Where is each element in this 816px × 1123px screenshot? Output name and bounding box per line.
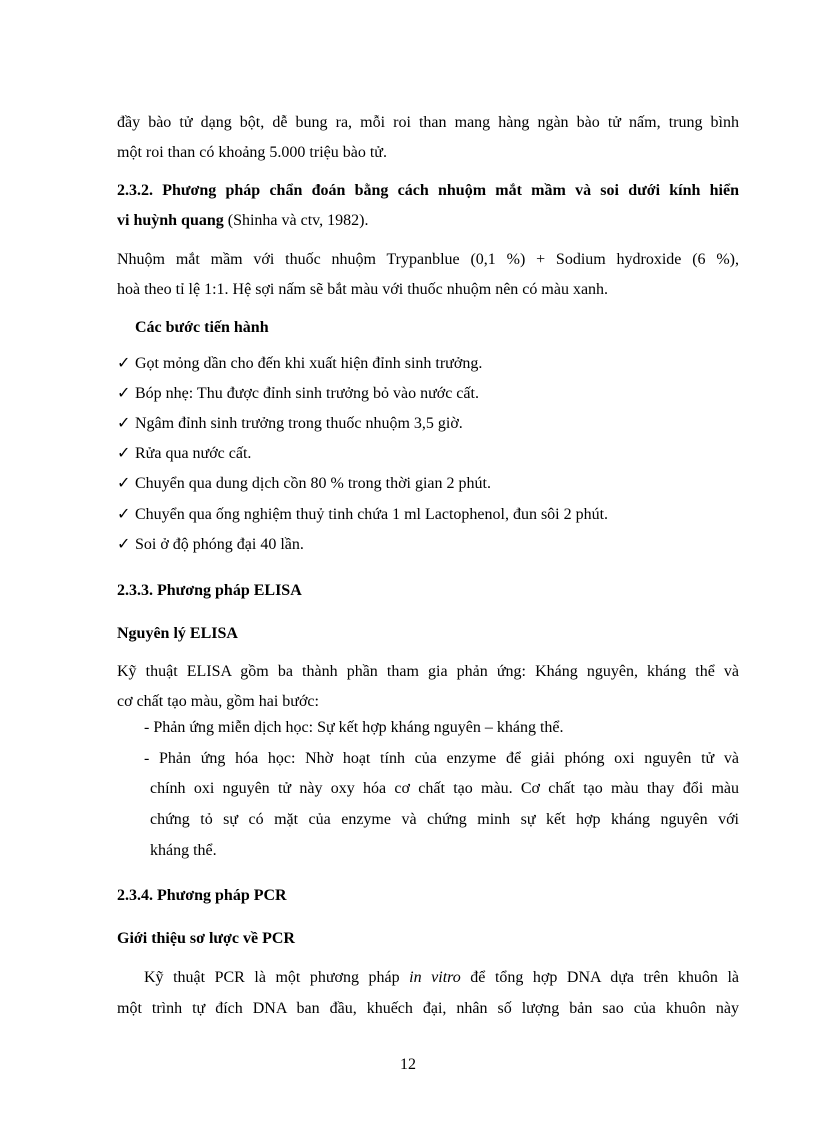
section-2-3-2-para-line-1: Nhuộm mắt mầm với thuốc nhuộm Trypanblue (0,1 %) + Sodium hydroxide (6 %), — [117, 251, 739, 268]
section-2-3-3-para-line-1: Kỹ thuật ELISA gồm ba thành phần tham gia phản ứng: Kháng nguyên, kháng thể và — [117, 663, 739, 680]
step-text: Chuyển qua ống nghiệm thuỷ tinh chứa 1 ml Lactophenol, đun sôi 2 phút. — [135, 506, 609, 523]
section-2-3-2-heading-line-2 — [117, 211, 368, 231]
step-item — [117, 444, 251, 464]
section-2-3-2-heading — [117, 181, 739, 201]
check-icon: ✓ — [117, 536, 131, 553]
section-2-3-2-heading-text: 2.3.2. Phương pháp chẩn đoán bằng cách nhuộm mắt mầm và soi dưới kính hiển — [117, 182, 739, 199]
section-2-3-4-subheading — [117, 929, 295, 949]
steps-title-text: Các bước tiến hành — [135, 319, 269, 336]
check-icon: ✓ — [117, 415, 131, 432]
step-item — [117, 414, 463, 434]
elisa-step-2-line-4: kháng thể. — [150, 842, 217, 859]
section-2-3-2-citation: (Shinha và ctv, 1982). — [223, 212, 369, 229]
check-icon: ✓ — [117, 506, 131, 523]
step-text: Chuyển qua dung dịch cồn 80 % trong thời gian 2 phút. — [135, 475, 491, 492]
section-2-3-3-para-line-2: cơ chất tạo màu, gồm hai bước: — [117, 693, 319, 710]
step-item — [117, 505, 608, 525]
elisa-step-2-line-1: - Phản ứng hóa học: Nhờ hoạt tính của enzyme để giải phóng oxi nguyên tử và — [144, 750, 739, 767]
pcr-text-a: Kỹ thuật PCR là một phương pháp — [144, 969, 410, 986]
elisa-step-1: - Phản ứng miễn dịch học: Sự kết hợp kháng nguyên – kháng thể. — [144, 719, 564, 736]
step-text: Soi ở độ phóng đại 40 lần. — [135, 536, 304, 553]
section-2-3-4-para-line-2: một trình tự đích DNA ban đầu, khuếch đại, nhân số lượng bản sao của khuôn này — [117, 1000, 739, 1017]
intro-line-1: đầy bào tử dạng bột, dễ bung ra, mỗi roi than mang hàng ngàn bào tử nấm, trung bình — [117, 114, 739, 131]
pcr-text-b: để tổng hợp DNA dựa trên khuôn là — [460, 969, 739, 986]
section-2-3-2-heading-bold: vi huỳnh quang — [117, 212, 224, 229]
check-icon: ✓ — [117, 475, 131, 492]
step-text: Ngâm đỉnh sinh trưởng trong thuốc nhuộm 3,5 giờ. — [135, 415, 463, 432]
section-2-3-4-para-line-1 — [144, 968, 739, 988]
elisa-step-2-line-3: chứng tỏ sự có mặt của enzyme và chứng minh sự kết hợp kháng nguyên với — [150, 811, 739, 828]
section-2-3-3-subheading-text: Nguyên lý ELISA — [117, 625, 238, 642]
step-item — [117, 535, 304, 555]
step-item — [117, 474, 491, 494]
section-2-3-3-heading — [117, 581, 302, 601]
section-2-3-2-para-line-2: hoà theo tỉ lệ 1:1. Hệ sợi nấm sẽ bắt màu với thuốc nhuộm nên có màu xanh. — [117, 281, 609, 298]
section-2-3-3-heading-text: 2.3.3. Phương pháp ELISA — [117, 582, 302, 599]
section-2-3-4-heading — [117, 886, 287, 906]
intro-line-2: một roi than có khoảng 5.000 triệu bào tử. — [117, 144, 387, 161]
section-2-3-4-heading-text: 2.3.4. Phương pháp PCR — [117, 887, 287, 904]
section-2-3-3-subheading — [117, 624, 238, 644]
check-icon: ✓ — [117, 445, 131, 462]
elisa-step-2-line-2: chính oxi nguyên tử này oxy hóa cơ chất tạo màu. Cơ chất tạo màu thay đổi màu — [150, 780, 739, 797]
check-icon: ✓ — [117, 385, 131, 402]
step-text: Bóp nhẹ: Thu được đỉnh sinh trưởng bỏ vào nước cất. — [135, 385, 479, 402]
step-item — [117, 354, 482, 374]
step-text: Rửa qua nước cất. — [135, 445, 252, 462]
step-text: Gọt mỏng dần cho đến khi xuất hiện đỉnh sinh trưởng. — [135, 355, 483, 372]
step-item — [117, 384, 479, 404]
check-icon: ✓ — [117, 355, 131, 372]
section-2-3-4-subheading-text: Giới thiệu sơ lược về PCR — [117, 930, 295, 947]
page-number: 12 — [400, 1056, 416, 1073]
steps-title — [135, 318, 269, 338]
pcr-in-vitro: in vitro — [409, 969, 461, 986]
